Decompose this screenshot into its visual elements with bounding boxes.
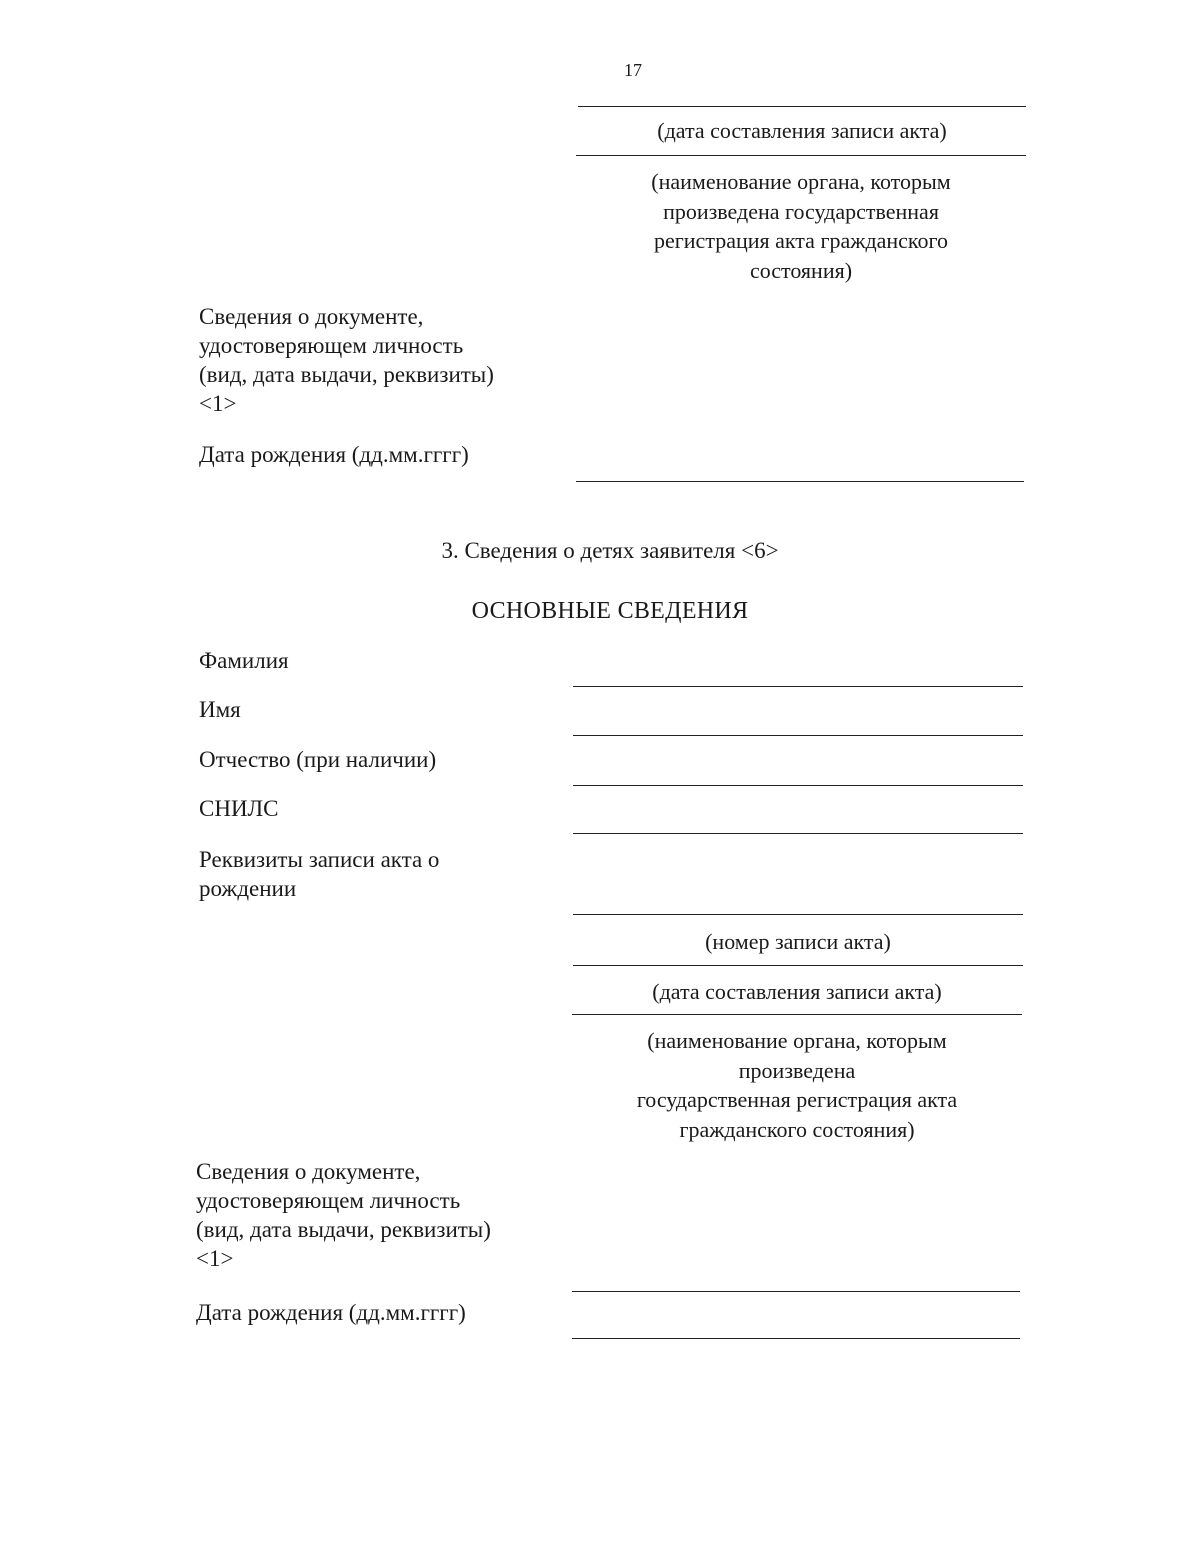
act-date-line-top (578, 106, 1026, 107)
identity-doc-label: Сведения о документе, удостоверяющем личность (вид, дата выдачи, реквизиты) <1> (196, 1159, 491, 1271)
identity-doc-line (572, 1291, 1020, 1292)
surname-line (573, 686, 1023, 687)
act-date-caption: (дата составления записи акта) (652, 979, 942, 1004)
patronymic-line (573, 785, 1023, 786)
page-number: 17 (624, 60, 642, 80)
snils-line (573, 833, 1023, 834)
authority-line (572, 1014, 1022, 1015)
section-title: 3. Сведения о детях заявителя <6> (441, 538, 779, 563)
birth-date-label: Дата рождения (дд.мм.гггг) (196, 1300, 466, 1325)
act-date-caption-top: (дата составления записи акта) (657, 118, 947, 143)
identity-doc-label-top: Сведения о документе, удостоверяющем личность (вид, дата выдачи, реквизиты) <1> (199, 304, 494, 416)
surname-label: Фамилия (199, 648, 289, 673)
authority-caption-top: (наименование органа, которым произведена государственная регистрация акта гражданского состояния) (651, 169, 951, 283)
name-label: Имя (199, 697, 241, 722)
birth-record-label: Реквизиты записи акта о рождении (199, 847, 440, 901)
authority-caption: (наименование органа, которым произведена государственная регистрация акта гражданского состояния) (636, 1028, 958, 1142)
record-number-caption: (номер записи акта) (705, 929, 891, 954)
birth-date-line-top (576, 481, 1024, 482)
snils-label: СНИЛС (199, 796, 279, 821)
act-date-line (573, 965, 1023, 966)
authority-line-top (576, 155, 1026, 156)
name-line (573, 735, 1023, 736)
birth-date-label-top: Дата рождения (дд.мм.гггг) (199, 442, 469, 467)
birth-date-line (572, 1338, 1020, 1339)
patronymic-label: Отчество (при наличии) (199, 747, 437, 772)
record-number-line (573, 914, 1023, 915)
section-subtitle: ОСНОВНЫЕ СВЕДЕНИЯ (471, 598, 749, 624)
